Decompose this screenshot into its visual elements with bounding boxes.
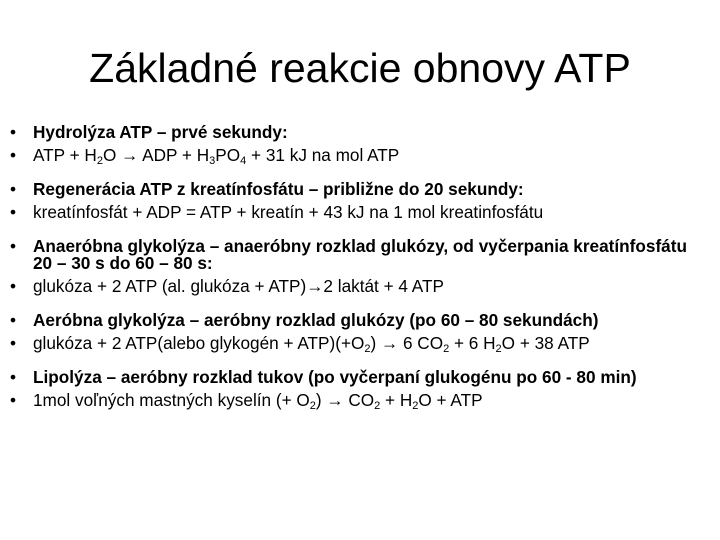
bullet-icon: • (10, 390, 17, 410)
bullet-item-equation (10, 390, 710, 412)
heading-text: Anaeróbna glykolýza – anaeróbny rozklad glukózy, od vyčerpania kreatínfosfátu 20 – 30 s do 60 – 80 s: (33, 236, 687, 273)
equation-text: glukóza + 2 ATP(alebo glykogén + $ATP)(+O_2) \to 6$ $CO_2 + 6$ $H_2O + 38$ ATP (33, 333, 590, 355)
bullet-icon: • (10, 122, 17, 142)
bullet-icon: • (10, 367, 17, 387)
bullet-item-heading (10, 369, 710, 386)
slide-title: Základné reakcie obnovy ATP (89, 45, 631, 91)
equation-text: kreatínfosfát + ADP = ATP + kreatín + 43 kJ na 1 mol kreatinfosfátu (33, 202, 544, 222)
group-lipolysis (10, 367, 710, 412)
equation-text: ATP + $H_2O$ → ADP + $H_3PO_4 + 31$ kJ na mol ATP (33, 145, 400, 167)
bullet-icon: • (10, 333, 17, 353)
heading-text: Aeróbna glykolýza – aeróbny rozklad glukózy (po 60 – 80 sekundách) (33, 310, 599, 330)
bullet-icon: • (10, 179, 17, 199)
equation-text: glukóza + 2 ATP (al. glukóza + ATP)→2 laktát + 4 ATP (33, 276, 444, 296)
equation-text: 1mol voľných mastných kyselín (+ $O_2) \to CO_2 + H_2O$ + ATP (33, 390, 483, 412)
heading-text: Lipolýza – aeróbny rozklad tukov (po vyčerpaní glukogénu po 60 - 80 min) (33, 367, 637, 387)
bullet-icon: • (10, 236, 17, 256)
group-creatine-phosphate (10, 181, 710, 221)
heading-text: Hydrolýza ATP – prvé sekundy: (33, 122, 288, 142)
bullet-icon: • (10, 202, 17, 222)
bullet-list (10, 124, 710, 426)
bullet-icon: • (10, 310, 17, 330)
heading-text: Regenerácia ATP z kreatínfosfátu – približne do 20 sekundy: (33, 179, 524, 199)
bullet-item-equation (10, 278, 710, 295)
bullet-icon: • (10, 145, 17, 165)
bullet-item-heading (10, 124, 710, 141)
group-hydrolysis (10, 122, 710, 167)
group-aerobic-glycolysis (10, 310, 710, 355)
bullet-item-equation (10, 145, 710, 167)
bullet-icon: • (10, 276, 17, 296)
group-anaerobic-glycolysis (10, 238, 710, 295)
bullet-item-heading (10, 312, 710, 329)
bullet-item-heading (10, 238, 710, 272)
bullet-item-equation (10, 333, 710, 355)
bullet-item-heading (10, 181, 710, 198)
bullet-item-equation (10, 204, 710, 221)
